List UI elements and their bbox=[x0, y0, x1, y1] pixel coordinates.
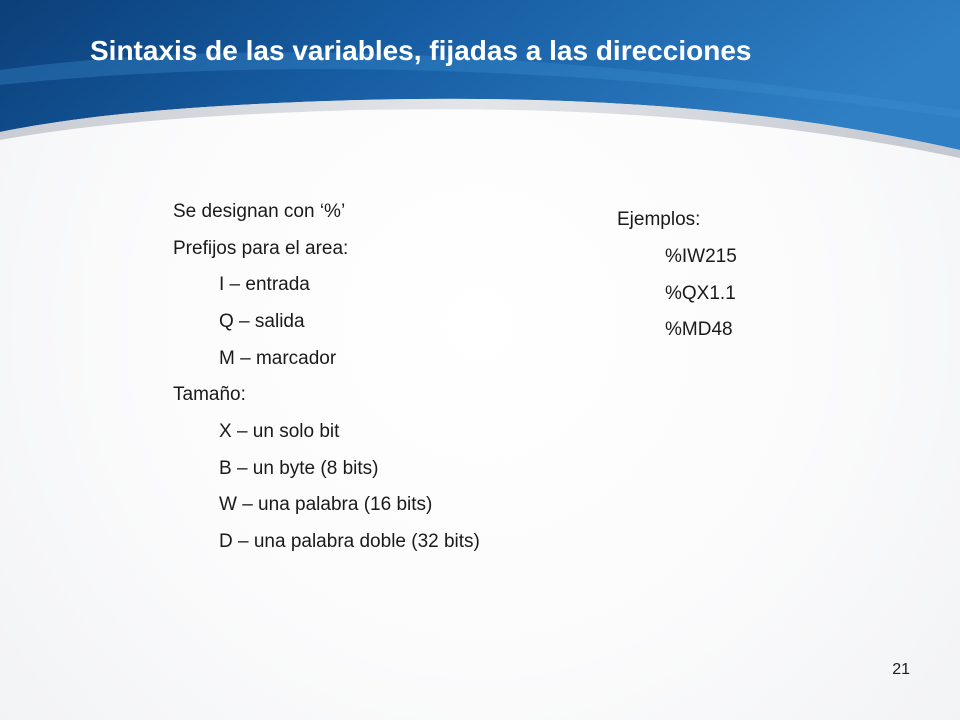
list-item: M – marcador bbox=[219, 348, 337, 369]
slide-title: Sintaxis de las variables, fijadas a las direcciones bbox=[90, 35, 752, 66]
list-item: Q – salida bbox=[219, 311, 305, 332]
list-item: Se designan con ‘%’ bbox=[173, 201, 346, 222]
list-item: Ejemplos: bbox=[617, 209, 701, 230]
list-item: W – una palabra (16 bits) bbox=[219, 494, 433, 515]
slide-number: 21 bbox=[892, 661, 910, 678]
list-item: Tamaño: bbox=[173, 384, 246, 405]
list-item: X – un solo bit bbox=[219, 421, 340, 442]
list-item: B – un byte (8 bits) bbox=[219, 458, 379, 479]
list-item: D – una palabra doble (32 bits) bbox=[219, 531, 480, 552]
list-item: I – entrada bbox=[219, 274, 310, 295]
list-item: %QX1.1 bbox=[665, 283, 736, 304]
list-item: Prefijos para el area: bbox=[173, 238, 349, 259]
list-item: %MD48 bbox=[665, 319, 733, 340]
list-item: %IW215 bbox=[665, 246, 737, 267]
